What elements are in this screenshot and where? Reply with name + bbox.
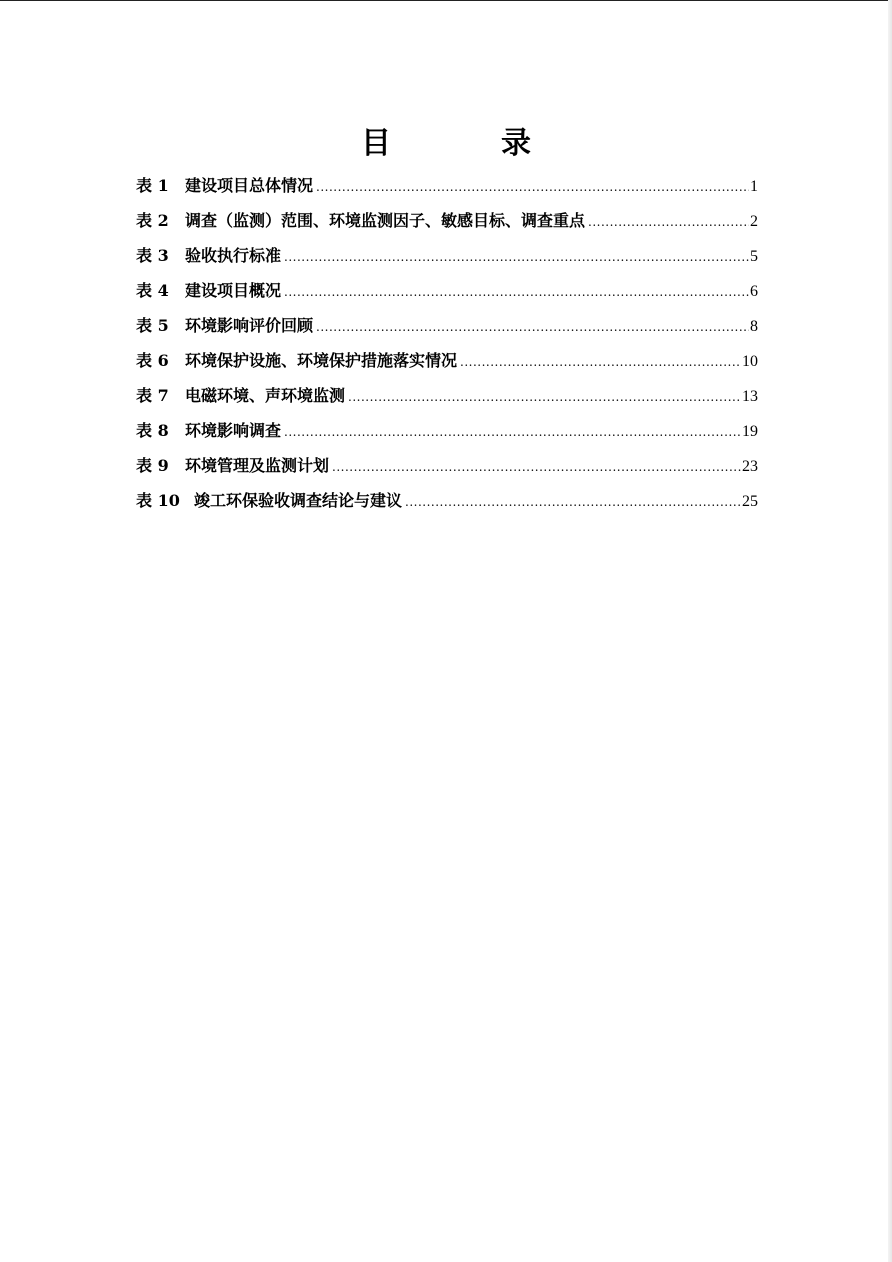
toc-dot-leader [460, 348, 741, 376]
toc-entry-page: 25 [742, 493, 758, 510]
toc-entry-1[interactable] [136, 172, 758, 207]
toc-entry-title: 竣工环保验收调查结论与建议 [194, 491, 403, 510]
toc-entry-number: 表 1 [136, 176, 169, 195]
toc-entry-title: 验收执行标准 [185, 246, 282, 265]
toc-entry-number: 表 2 [136, 211, 169, 230]
page-title: 目 录 [361, 126, 571, 161]
toc-entry-title: 环境管理及监测计划 [185, 456, 330, 475]
toc-entry-number: 表 9 [136, 456, 169, 475]
toc-entry-title: 电磁环境、声环境监测 [185, 386, 346, 405]
toc-entry-title: 环境影响评价回顾 [185, 316, 314, 335]
toc-dot-leader [588, 208, 749, 236]
toc-entry-number: 表 4 [136, 281, 169, 300]
toc-entry-10[interactable] [136, 487, 758, 522]
toc-entry-6[interactable] [136, 347, 758, 382]
toc-entry-number: 表 3 [136, 246, 169, 265]
table-of-contents [136, 172, 758, 522]
toc-dot-leader [348, 383, 741, 411]
toc-entry-page: 10 [742, 353, 758, 370]
toc-dot-leader [284, 418, 741, 446]
toc-entry-page: 23 [742, 458, 758, 475]
toc-entry-9[interactable] [136, 452, 758, 487]
toc-entry-number: 表 8 [136, 421, 169, 440]
toc-entry-title: 环境保护设施、环境保护措施落实情况 [185, 351, 458, 370]
toc-entry-page: 8 [750, 318, 758, 335]
toc-entry-5[interactable] [136, 312, 758, 347]
toc-entry-number: 表 7 [136, 386, 169, 405]
toc-dot-leader [316, 313, 749, 341]
toc-dot-leader [332, 453, 741, 481]
toc-entry-title: 建设项目总体情况 [185, 176, 314, 195]
page-top-border [0, 0, 892, 1]
toc-entry-title: 建设项目概况 [185, 281, 282, 300]
toc-entry-page: 1 [750, 178, 758, 195]
page-right-edge [888, 0, 892, 1262]
toc-entry-3[interactable] [136, 242, 758, 277]
toc-entry-8[interactable] [136, 417, 758, 452]
toc-entry-number: 表 5 [136, 316, 169, 335]
toc-dot-leader [405, 488, 741, 516]
toc-entry-page: 19 [742, 423, 758, 440]
toc-entry-2[interactable] [136, 207, 758, 242]
toc-entry-page: 6 [750, 283, 758, 300]
toc-entry-number: 表 10 [136, 491, 180, 510]
toc-entry-number: 表 6 [136, 351, 169, 370]
toc-entry-title: 环境影响调查 [185, 421, 282, 440]
toc-entry-page: 2 [750, 213, 758, 230]
toc-entry-7[interactable] [136, 382, 758, 417]
toc-entry-page: 5 [750, 248, 758, 265]
toc-entry-4[interactable] [136, 277, 758, 312]
toc-dot-leader [284, 278, 749, 306]
toc-entry-title: 调查（监测）范围、环境监测因子、敏感目标、调查重点 [185, 211, 586, 230]
toc-dot-leader [316, 173, 749, 201]
toc-dot-leader [284, 243, 749, 271]
toc-entry-page: 13 [742, 388, 758, 405]
